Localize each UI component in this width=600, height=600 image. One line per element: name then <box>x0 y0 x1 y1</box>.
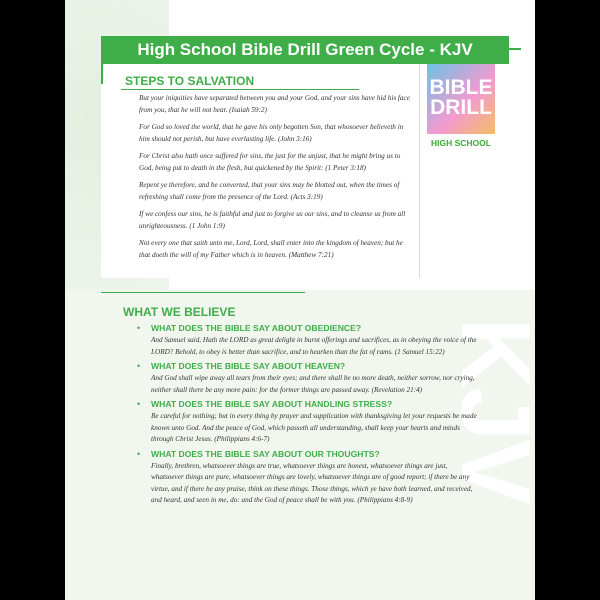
believe-list <box>137 323 477 510</box>
header-banner <box>101 36 509 64</box>
bullet-icon: • <box>137 399 141 409</box>
bullet-icon: • <box>137 361 141 371</box>
question-title: WHAT DOES THE BIBLE SAY ABOUT OBEDIENCE? <box>151 323 362 333</box>
question-title: WHAT DOES THE BIBLE SAY ABOUT OUR THOUGHTS? <box>151 448 380 459</box>
page-title: High School Bible Drill Green Cycle - KJV <box>137 40 473 59</box>
question-answer: And Samuel said, Hath the LORD as great delight in burnt offerings and sacrifices, as in obeying the voice of the LORD? Behold, to obey is better than sacrifice, and to hearken than the fat of rams. (1 Samuel 15:22) <box>151 336 477 356</box>
steps-title: STEPS TO SALVATION <box>125 74 255 88</box>
question-answer: Finally, brethren, whatsoever things are true, whatsoever things are honest, whatsoever things are just, whatsoever things are pure, whatsoever things are lovely, whatsoever things are of good report; if there be any virtue, and if there be any praise, think on these things. Those things, which ye have both learned, and received, and heard, and seen in me, do: and the God of peace shall be with you. (Philippians 4:8-9) <box>151 461 473 504</box>
bullet-icon: • <box>137 323 141 333</box>
list-item <box>137 399 477 446</box>
steps-verse: Repent ye therefore, and be converted, that your sins may be blotted out, when the times of refreshing shall come from the presence of the Lord. (Acts 3:19) <box>139 181 400 201</box>
believe-title: WHAT WE BELIEVE <box>123 305 236 319</box>
bullet-icon: • <box>137 448 141 459</box>
steps-verse: Not every one that saith unto me, Lord, Lord, shall enter into the kingdom of heaven; but he that doeth the will of my Father which is in heaven. (Matthew 7:21) <box>139 239 403 259</box>
logo-line-2: DRILL <box>430 96 492 119</box>
steps-verses <box>139 93 415 267</box>
steps-verse: For Christ also hath once suffered for sins, the just for the unjust, that he might bring us to God, being put to death in the flesh, but quickened by the Spirit: (1 Peter 3:18) <box>139 152 401 172</box>
question-answer: Be careful for nothing; but in every thing by prayer and supplication with thanksgiving let your requests be made known unto God. And the peace of God, which passeth all understanding, shall keep your hearts and minds through Christ Jesus. (Philippians 4:6-7) <box>151 412 477 443</box>
document-page <box>65 0 551 600</box>
believe-rule <box>101 292 305 293</box>
logo-subtitle: HIGH SCHOOL <box>431 138 491 148</box>
question-title: WHAT DOES THE BIBLE SAY ABOUT HANDLING STRESS? <box>151 399 393 409</box>
list-item <box>137 449 477 507</box>
list-item <box>137 361 477 396</box>
logo-subtitle-bar <box>427 134 495 152</box>
bible-drill-logo <box>427 64 495 152</box>
steps-box-accent <box>101 64 103 84</box>
steps-verse: If we confess our sins, he is faithful and just to forgive us our sins, and to cleanse us from all unrighteousness. (1 John 1:9) <box>139 210 406 230</box>
steps-title-rule <box>121 89 359 90</box>
kjv-watermark: KJV <box>441 318 551 503</box>
steps-verse: But your iniquities have separated between you and your God, and your sins have hid his face from you, that he will not hear. (Isaiah 59:2) <box>139 94 410 114</box>
question-answer: And God shall wipe away all tears from their eyes; and there shall be no more death, neither sorrow, nor crying, neither shall there be any more pain: for the former things are passed away. (Revelation 21:4) <box>151 374 475 394</box>
logo-line-1: BIBLE <box>429 76 493 99</box>
steps-verse: For God so loved the world, that he gave his only begotten Son, that whosoever believeth in him should not perish, but have everlasting life. (John 3:16) <box>139 123 404 143</box>
logo-wordmark <box>427 64 495 132</box>
question-title: WHAT DOES THE BIBLE SAY ABOUT HEAVEN? <box>151 361 346 371</box>
list-item <box>137 323 477 358</box>
